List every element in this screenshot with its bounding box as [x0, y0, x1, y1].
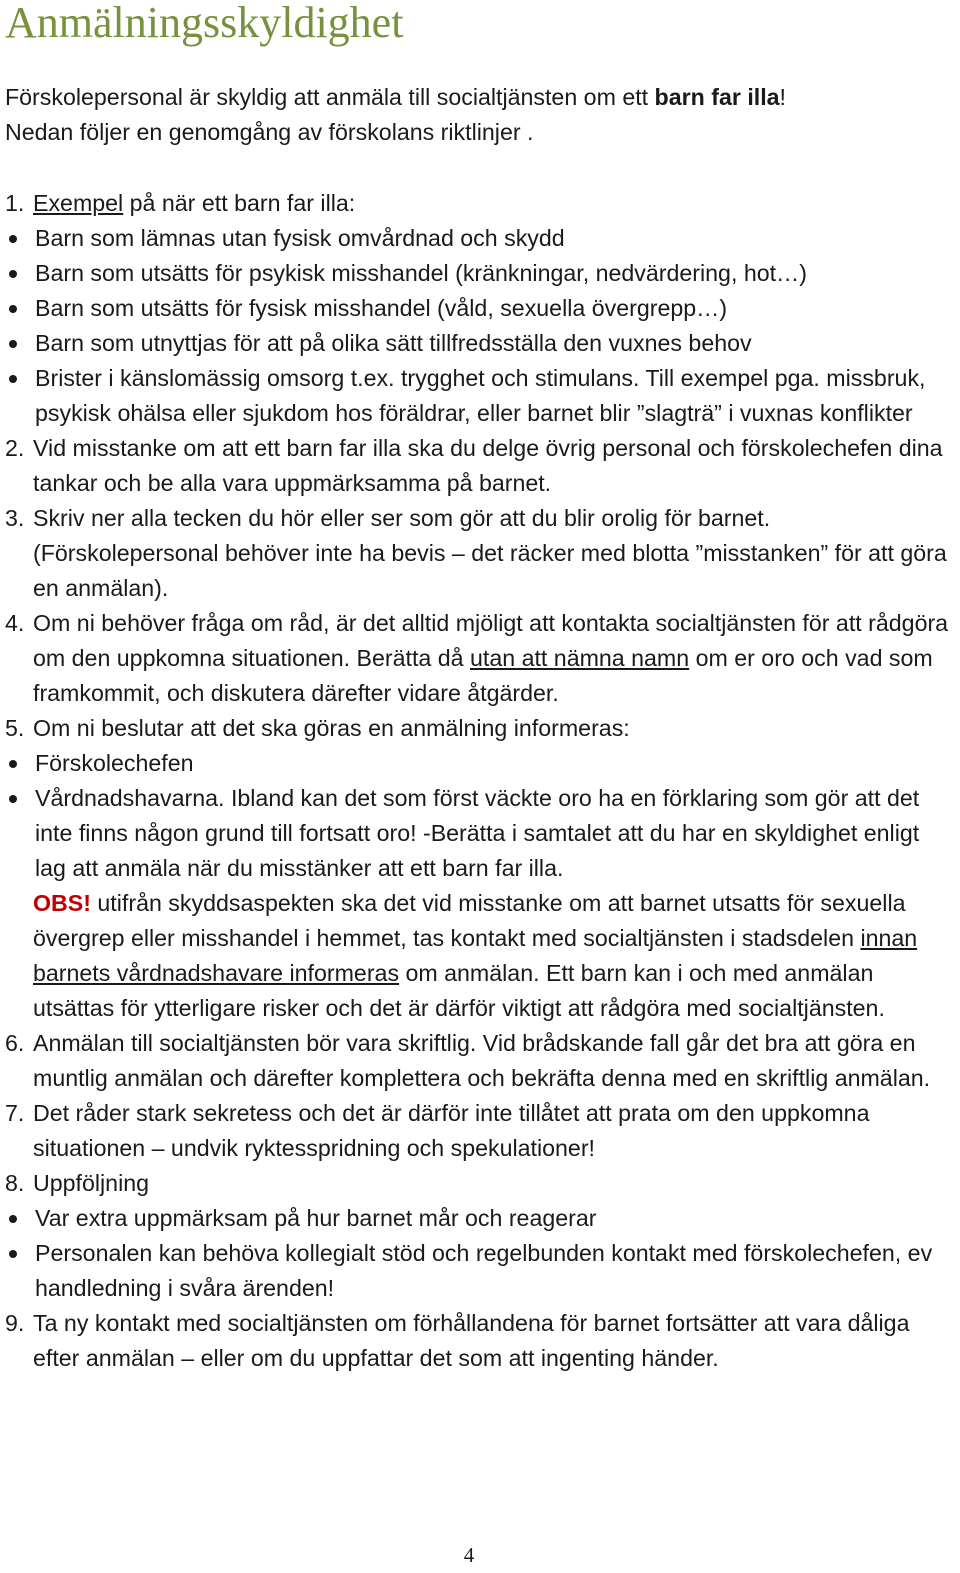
- list-item: [5, 326, 955, 361]
- list-item-text: Barn som utnyttjas för att på olika sätt tillfredsställa den vuxnes behov: [35, 330, 752, 356]
- bullet-icon: [9, 760, 17, 768]
- list-item: [5, 256, 955, 291]
- list-item: [5, 361, 955, 431]
- list-item-text: Barn som utsätts för psykisk misshandel (kränkningar, nedvärdering, hot…): [35, 260, 807, 286]
- section-2-text: Vid misstanke om att ett barn far illa ska du delge övrig personal och förskolechefen dina tankar och be alla vara uppmärksamma på barnet.: [33, 435, 943, 496]
- section-1-underlined: Exempel: [33, 190, 124, 216]
- obs-paragraph: [33, 886, 955, 1026]
- intro-bold: barn far illa: [654, 84, 780, 110]
- obs-pre: utifrån skyddsaspekten ska det vid misstanke om att barnet utsatts för sexuella övergrep eller misshandel i hemmet, tas kontakt med socialtjänsten i stadsdelen: [33, 890, 906, 951]
- section-8-lead: Uppföljning: [33, 1170, 150, 1196]
- list-item-text: Barn som utsätts för fysisk misshandel (våld, sexuella övergrepp…): [35, 295, 728, 321]
- section-4-pre: Om ni behöver fråga om råd, är det alltid mjöligt att kontakta socialtjänsten för att rådgöra om den uppkomna situationen. Berätta då: [33, 610, 949, 671]
- section-5-obs: [5, 886, 955, 1026]
- section-4-text: [33, 606, 955, 711]
- section-1-lead-text: på när ett barn far illa:: [123, 190, 356, 216]
- section-5: [5, 711, 955, 746]
- section-number: 8.: [5, 1170, 25, 1196]
- list-item: [5, 746, 955, 781]
- list-item: [5, 1201, 955, 1236]
- section-9: [5, 1306, 955, 1376]
- document-body: [5, 80, 955, 1376]
- bullet-icon: [9, 795, 17, 803]
- list-item: [5, 781, 955, 886]
- section-number: 5.: [5, 715, 25, 741]
- section-number: 6.: [5, 1030, 25, 1056]
- bullet-icon: [9, 1215, 17, 1223]
- list-item-text: Förskolechefen: [35, 750, 194, 776]
- section-5-bullets: [5, 746, 955, 886]
- section-5-lead: Om ni beslutar att det ska göras en anmälning informeras:: [33, 715, 630, 741]
- bullet-icon: [9, 340, 17, 348]
- obs-post: om anmälan. Ett barn kan i och med anmälan utsättas för ytterligare risker och det är därför viktigt att rådgöra med socialtjänsten.: [33, 960, 885, 1021]
- page-number: 4: [463, 1543, 475, 1567]
- bullet-icon: [9, 235, 17, 243]
- list-item-text: Brister i känslomässig omsorg t.ex. trygghet och stimulans. Till exempel pga. missbruk, psykisk ohälsa eller sjukdom hos föräldrar, eller barnet blir ”slagträ” i vuxnas konflikter: [35, 365, 926, 426]
- list-item: [5, 1236, 955, 1306]
- section-3-text: Skriv ner alla tecken du hör eller ser som gör att du blir orolig för barnet. (Förskolepersonal behöver inte ha bevis – det räcker med blotta ”misstanken” för att göra en anmälan).: [33, 505, 947, 601]
- section-4: [5, 606, 955, 711]
- list-item: [5, 221, 955, 256]
- section-3: [5, 501, 955, 606]
- section-9-text: Ta ny kontakt med socialtjänsten om förhållandena för barnet fortsätter att vara dåliga efter anmälan – eller om du uppfattar det som att ingenting händer.: [33, 1310, 910, 1371]
- list-item: [5, 291, 955, 326]
- section-8: [5, 1166, 955, 1201]
- section-7: [5, 1096, 955, 1166]
- section-number: 9.: [5, 1310, 25, 1336]
- obs-label: OBS!: [33, 890, 91, 916]
- list-item-text: Vårdnadshavarna. Ibland kan det som först väckte oro ha en förklaring som gör att det inte finns någon grund till fortsatt oro! -Berätta i samtalet att du har en skyldighet enligt lag att anmäla när du misstänker att ett barn far illa.: [35, 785, 920, 881]
- intro-text: Förskolepersonal är skyldig att anmäla till socialtjänsten om ett: [5, 84, 655, 110]
- section-6-text: Anmälan till socialtjänsten bör vara skriftlig. Vid brådskande fall går det bra att göra en muntlig anmälan och därefter komplettera och bekräfta denna med en skriftlig anmälan.: [33, 1030, 931, 1091]
- page-title: Anmälningsskyldighet: [5, 0, 404, 47]
- section-1-lead: [33, 186, 955, 221]
- bullet-icon: [9, 305, 17, 313]
- bullet-icon: [9, 270, 17, 278]
- list-item-text: Personalen kan behöva kollegialt stöd och regelbunden kontakt med förskolechefen, ev handledning i svåra ärenden!: [35, 1240, 933, 1301]
- section-1: [5, 186, 955, 221]
- intro-paragraph: [5, 80, 955, 150]
- intro-line-2: Nedan följer en genomgång av förskolans riktlinjer .: [5, 119, 534, 145]
- section-number: 3.: [5, 505, 25, 531]
- section-2: [5, 431, 955, 501]
- list-item-text: Barn som lämnas utan fysisk omvårdnad och skydd: [35, 225, 565, 251]
- section-number: 1.: [5, 190, 25, 216]
- obs-underlined: innan barnets vårdnadshavare informeras: [33, 925, 918, 986]
- section-8-bullets: [5, 1201, 955, 1306]
- section-number: 7.: [5, 1100, 25, 1126]
- section-number: 4.: [5, 610, 25, 636]
- section-1-bullets: [5, 221, 955, 431]
- bullet-icon: [9, 375, 17, 383]
- intro-punct: !: [779, 84, 786, 110]
- section-4-post: om er oro och vad som framkommit, och diskutera därefter vidare åtgärder.: [33, 645, 933, 706]
- section-number: 2.: [5, 435, 25, 461]
- section-7-text: Det råder stark sekretess och det är därför inte tillåtet att prata om den uppkomna situationen – undvik ryktesspridning och spekulationer!: [33, 1100, 870, 1161]
- section-4-underlined: utan att nämna namn: [470, 645, 690, 671]
- section-6: [5, 1026, 955, 1096]
- list-item-text: Var extra uppmärksam på hur barnet mår och reagerar: [35, 1205, 597, 1231]
- bullet-icon: [9, 1250, 17, 1258]
